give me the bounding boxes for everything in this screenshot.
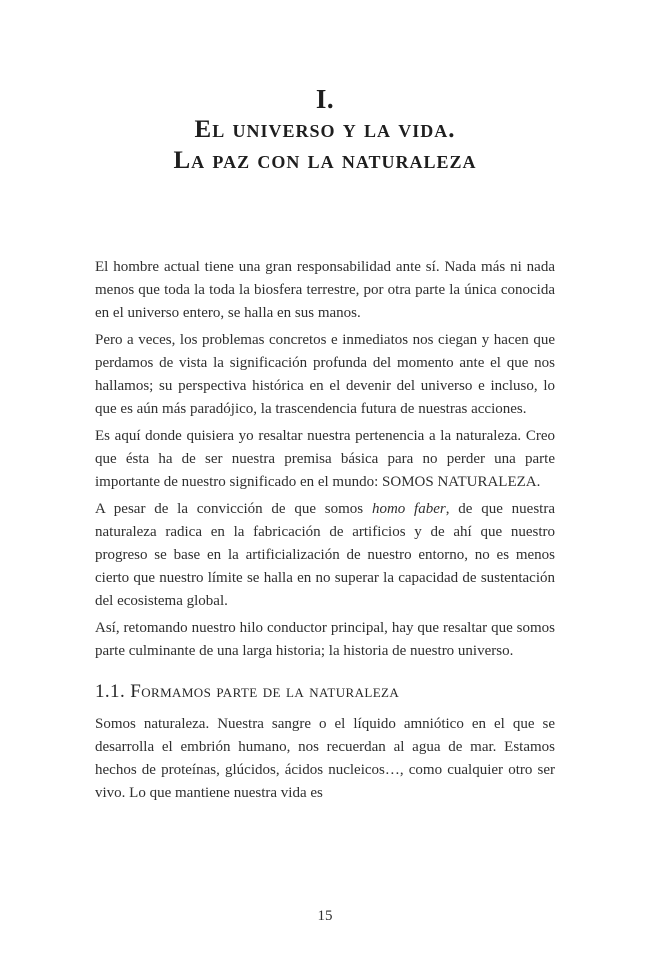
paragraph-text: , de que nuestra naturaleza radica en la fabricación de artificios y de ahí que nuestro progreso se base en la artificialización de nuestro entorno, no es menos cierto que nuestro límite se halla en no superar la capacidad de sustentación del ecosistema global.	[95, 501, 555, 609]
body-text-block	[95, 256, 555, 805]
chapter-heading	[0, 0, 650, 176]
chapter-numeral: I.	[315, 84, 335, 114]
paragraph: Es aquí donde quisiera yo resaltar nuestra pertenencia a la naturaleza. Creo que ésta ha de ser nuestra premisa básica para no perder una parte importante de nuestro significado en el mundo: SOMOS NATURALEZA.	[95, 428, 555, 490]
chapter-title-line-2: La paz con la naturaleza	[173, 147, 477, 174]
paragraph: Pero a veces, los problemas concretos e inmediatos nos ciegan y hacen que perdamos de vista la significación profunda del momento ante el que nos hallamos; su perspectiva histórica en el devenir del universo e incluso, lo que es aún más paradójico, la trascendencia futura de nuestras acciones.	[95, 332, 555, 417]
paragraph	[95, 498, 555, 613]
paragraph: Así, retomando nuestro hilo conductor principal, hay que resaltar que somos parte culminante de una larga historia; la historia de nuestro universo.	[95, 620, 555, 659]
latin-term-italic: homo faber	[371, 501, 446, 517]
paragraph-text: A pesar de la convicción de que somos	[95, 501, 372, 517]
section-heading: 1.1. Formamos parte de la naturaleza	[95, 681, 400, 702]
paragraph: Somos naturaleza. Nuestra sangre o el líquido amniótico en el que se desarrolla el embrión humano, nos recuerdan al agua de mar. Estamos hechos de proteínas, glúcidos, ácidos nucleicos…, como cualquier otro ser vivo. Lo que mantiene nuestra vida es	[95, 716, 555, 801]
page-number: 15	[317, 908, 333, 924]
paragraph: El hombre actual tiene una gran responsabilidad ante sí. Nada más ni nada menos que toda la toda la biosfera terrestre, por otra parte la única conocida en el universo entero, se halla en sus manos.	[95, 259, 555, 321]
chapter-title-line-1: El universo y la vida.	[194, 116, 456, 143]
